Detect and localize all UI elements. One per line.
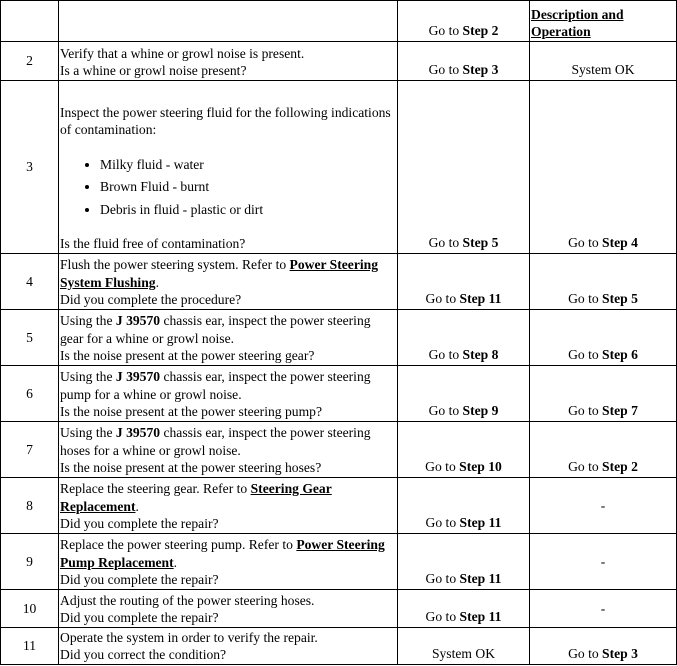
step-number: 5 xyxy=(1,310,59,366)
action-text-continued: chassis ear, inspect the power steering pump for a whine or growl noise. xyxy=(60,369,371,402)
yes-cell xyxy=(398,478,530,534)
list-item: • Debris in fluid - plastic or dirt xyxy=(100,199,396,222)
goto-text: Go to xyxy=(425,291,460,307)
question-text: Did you complete the procedure? xyxy=(60,292,242,308)
action-text: Adjust the routing of the power steering hoses. xyxy=(60,592,315,608)
goto-text: Go to xyxy=(568,403,603,419)
procedure-link[interactable]: Steering Gear Replacement xyxy=(60,481,332,514)
table-header-row xyxy=(1,1,677,42)
step-link[interactable]: Step 3 xyxy=(602,646,638,662)
table-row xyxy=(1,534,677,590)
table-row xyxy=(1,590,677,628)
punctuation: . xyxy=(155,274,159,290)
goto-text: Go to xyxy=(428,403,463,419)
no-cell xyxy=(530,628,677,665)
action-text: Using the xyxy=(60,425,116,441)
table-row xyxy=(1,310,677,366)
action-cell xyxy=(59,42,398,81)
goto-text: Go to xyxy=(425,515,460,531)
step-link[interactable]: Step 3 xyxy=(462,62,499,78)
action-text: Replace the power steering pump. Refer to xyxy=(60,537,297,553)
step-number: 9 xyxy=(1,534,59,590)
question-text: Did you correct the condition? xyxy=(60,647,227,663)
step-link[interactable]: Step 6 xyxy=(602,347,638,363)
goto-text: Go to xyxy=(428,347,463,363)
yes-cell xyxy=(398,628,530,665)
action-cell xyxy=(59,81,398,254)
header-link-line2: Operation xyxy=(531,24,591,40)
tool-number: J 39570 xyxy=(115,369,161,385)
no-cell xyxy=(530,422,677,478)
yes-cell xyxy=(398,81,530,254)
action-cell xyxy=(59,628,398,665)
table-row xyxy=(1,254,677,310)
action-text: Inspect the power steering fluid for the following indications of contamination: xyxy=(60,104,391,138)
step-link[interactable]: Step 5 xyxy=(462,235,499,251)
step-link[interactable]: Step 9 xyxy=(462,403,499,419)
no-cell xyxy=(530,534,677,590)
step-column-header xyxy=(1,1,59,42)
result-text: - xyxy=(600,553,606,569)
no-cell xyxy=(530,590,677,628)
list-item: • Brown Fluid - burnt xyxy=(100,176,396,199)
yes-cell xyxy=(398,534,530,590)
table-row xyxy=(1,628,677,665)
yes-cell xyxy=(398,254,530,310)
no-cell xyxy=(530,366,677,422)
table-row xyxy=(1,422,677,478)
action-text: Using the xyxy=(60,313,116,329)
tool-number: J 39570 xyxy=(115,313,161,329)
step-link[interactable]: Step 5 xyxy=(602,291,638,307)
question-text: Did you complete the repair? xyxy=(60,572,219,588)
step-link[interactable]: Step 8 xyxy=(462,347,499,363)
goto-text: Go to xyxy=(425,571,460,587)
action-text-continued: chassis ear, inspect the power steering hoses for a whine or growl noise. xyxy=(60,425,371,458)
step-link[interactable]: Step 11 xyxy=(459,571,502,587)
question-text: Is the fluid free of contamination? xyxy=(60,236,246,252)
goto-text: Go to xyxy=(425,459,460,475)
action-text: Flush the power steering system. Refer to xyxy=(60,257,290,273)
goto-text: Go to xyxy=(428,23,463,39)
table-row xyxy=(1,42,677,81)
goto-text: Go to xyxy=(568,459,603,475)
step-link[interactable]: Step 11 xyxy=(459,291,502,307)
action-cell xyxy=(59,478,398,534)
goto-text: Go to xyxy=(425,609,460,625)
goto-text: Go to xyxy=(428,235,463,251)
result-text: System OK xyxy=(571,62,635,78)
yes-cell xyxy=(398,590,530,628)
procedure-link[interactable]: Power Steering System Flushing xyxy=(60,257,379,290)
question-text: Is the noise present at the power steering gear? xyxy=(60,348,315,364)
action-text: Verify that a whine or growl noise is present. xyxy=(60,45,305,61)
question-text: Did you complete the repair? xyxy=(60,516,219,532)
step-number: 2 xyxy=(1,42,59,81)
no-cell xyxy=(530,310,677,366)
step-link[interactable]: Step 11 xyxy=(459,515,502,531)
question-text: Is the noise present at the power steering hoses? xyxy=(60,460,322,476)
question-text: Did you complete the repair? xyxy=(60,610,219,626)
yes-cell xyxy=(398,42,530,81)
action-text: Replace the steering gear. Refer to xyxy=(60,481,251,497)
action-cell xyxy=(59,422,398,478)
action-cell xyxy=(59,254,398,310)
header-link-line1: Description and xyxy=(531,6,624,22)
step-number: 4 xyxy=(1,254,59,310)
step-link[interactable]: Step 2 xyxy=(462,23,499,39)
goto-text: Go to xyxy=(568,646,603,662)
step-link[interactable]: Step 4 xyxy=(602,235,638,251)
tool-number: J 39570 xyxy=(115,425,161,441)
result-text: - xyxy=(600,600,606,616)
punctuation: . xyxy=(135,498,139,514)
question-text: Is the noise present at the power steering pump? xyxy=(60,404,322,420)
description-operation-link[interactable] xyxy=(531,6,675,41)
table-row xyxy=(1,81,677,254)
no-cell xyxy=(530,81,677,254)
goto-text: Go to xyxy=(428,62,463,78)
action-column-header xyxy=(59,1,398,42)
yes-cell xyxy=(398,310,530,366)
step-number: 11 xyxy=(1,628,59,665)
result-text: - xyxy=(600,497,606,513)
step-link[interactable]: Step 2 xyxy=(602,459,638,475)
step-number: 8 xyxy=(1,478,59,534)
step-link[interactable]: Step 11 xyxy=(459,609,502,625)
list-item: • Milky fluid - water xyxy=(100,154,396,177)
procedure-link[interactable]: Power Steering Pump Replacement xyxy=(60,537,385,570)
contamination-list xyxy=(60,154,396,222)
no-cell xyxy=(530,42,677,81)
goto-text: Go to xyxy=(568,347,603,363)
action-cell xyxy=(59,590,398,628)
step-link[interactable]: Step 10 xyxy=(459,459,502,475)
table-row xyxy=(1,366,677,422)
no-column-header xyxy=(530,1,677,42)
step-number: 6 xyxy=(1,366,59,422)
no-cell xyxy=(530,478,677,534)
step-link[interactable]: Step 7 xyxy=(602,403,638,419)
action-text: Operate the system in order to verify the repair. xyxy=(60,629,318,645)
yes-cell xyxy=(398,422,530,478)
no-cell xyxy=(530,254,677,310)
table-row xyxy=(1,478,677,534)
step-number: 10 xyxy=(1,590,59,628)
goto-text: Go to xyxy=(568,235,603,251)
step-number: 7 xyxy=(1,422,59,478)
action-cell xyxy=(59,366,398,422)
action-cell xyxy=(59,310,398,366)
yes-column-header xyxy=(398,1,530,42)
yes-cell xyxy=(398,366,530,422)
step-number: 3 xyxy=(1,81,59,254)
punctuation: . xyxy=(173,554,178,570)
action-text: Using the xyxy=(60,369,116,385)
result-text: System OK xyxy=(431,646,496,662)
question-text: Is a whine or growl noise present? xyxy=(60,63,247,79)
goto-text: Go to xyxy=(568,291,603,307)
action-cell xyxy=(59,534,398,590)
action-text-continued: chassis ear, inspect the power steering gear for a whine or growl noise. xyxy=(60,313,371,346)
